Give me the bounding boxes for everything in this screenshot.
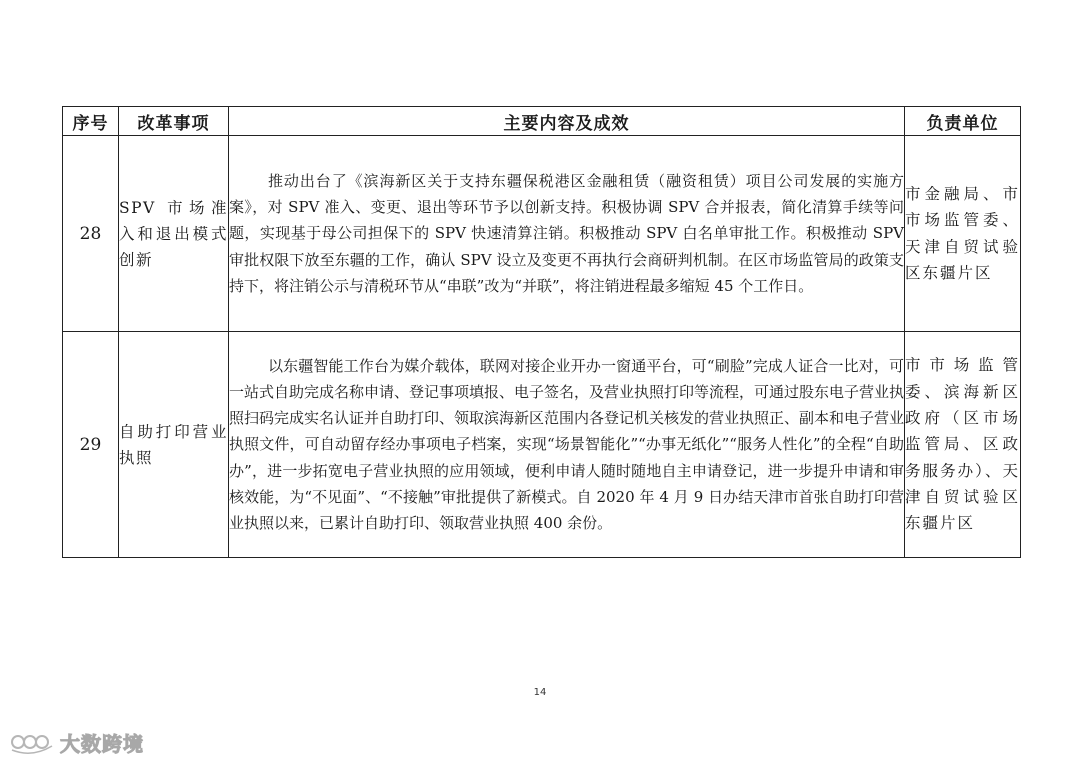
table-row [63,136,1021,332]
table-row [63,332,1021,558]
row-content-text: 推动出台了《滨海新区关于支持东疆保税港区金融租赁（融资租赁）项目公司发展的实施方案》，对 SPV 准入、变更、退出等环节予以创新支持。积极协调 SPV 合并报表，简化清算手续等问题，实现基于母公司担保下的 SPV 快速清算注销。积极推动 SPV 白名单审批工作。积极推动 SPV 审批权限下放至东疆的工作，确认 SPV 设立及变更不再执行会商研判机制。在区市场监管局的政策支持下，将注销公示与清税环节从“串联”改为“并联”，将注销进程最多缩短 45 个工作日。 [229,171,904,295]
row-unit: 市金融局、市市场监管委、天津自贸试验区东疆片区 [905,136,1021,332]
header-seq: 序号 [63,107,119,136]
header-content: 主要内容及成效 [229,107,905,136]
header-unit: 负责单位 [905,107,1021,136]
row-reform-item: SPV 市场准入和退出模式创新 [119,136,229,332]
row-seq: 28 [63,136,119,332]
row-content [229,136,905,332]
row-content [229,332,905,558]
row-reform-item: 自助打印营业执照 [119,332,229,558]
row-seq: 29 [63,332,119,558]
watermark [10,728,144,756]
header-reform-item: 改革事项 [119,107,229,136]
watermark-text: 大数跨境 [60,731,144,756]
brand-logo-icon [10,730,54,754]
row-content-text: 以东疆智能工作台为媒介载体，联网对接企业开办一窗通平台，可“刷脸”完成人证合一比对，可一站式自助完成名称申请、登记事项填报、电子签名，及营业执照打印等流程，可通过股东电子营业执照扫码完成实名认证并自助打印、领取滨海新区范围内各登记机关核发的营业执照正、副本和电子营业执照文件，可自动留存经办事项电子档案，实现“场景智能化”“办事无纸化”“服务人性化”的全程“自助办”，进一步拓宽电子营业执照的应用领域，便利申请人随时随地自主申请登记，进一步提升申请和审核效能，为“不见面”、“不接触”审批提供了新模式。自 2020 年 4 月 9 日办结天津市首张自助打印营业执照以来，已累计自助打印、领取营业执照 400 余份。 [229,356,905,532]
reform-table [62,106,1021,558]
row-unit: 市市场监管委、滨海新区政府（区市场监管局、区政务服务办）、天津自贸试验区东疆片区 [905,332,1021,558]
table-header-row [63,107,1021,136]
page-number: 14 [533,687,547,698]
